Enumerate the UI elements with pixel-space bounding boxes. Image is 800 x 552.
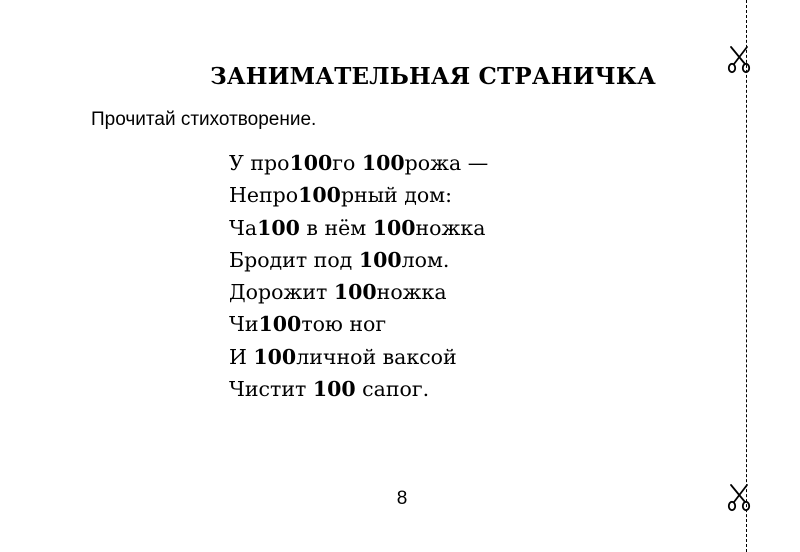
number-100-bold: 100 <box>253 344 297 369</box>
poem-text: Чистит <box>229 377 313 402</box>
number-100-bold: 100 <box>333 280 377 305</box>
poem-line <box>229 308 488 340</box>
number-100-bold: 100 <box>358 247 402 272</box>
poem-text: го <box>332 151 362 175</box>
poem-text: Чи <box>229 312 259 337</box>
poem-text: рожа — <box>404 151 489 175</box>
instruction-text: Прочитай стихотворение. <box>91 109 317 130</box>
poem-line <box>229 179 488 211</box>
poem-line <box>229 244 488 276</box>
number-100-bold: 100 <box>372 215 416 240</box>
poem-text: Ча <box>229 215 258 240</box>
poem-text: рный дом: <box>340 183 453 208</box>
number-100-bold: 100 <box>258 312 302 337</box>
number-100-bold: 100 <box>257 215 300 240</box>
poem-text: ножка <box>376 280 447 305</box>
poem-text: У про <box>229 151 290 175</box>
poem-line <box>229 212 488 244</box>
poem-text: сапог. <box>355 377 430 402</box>
poem-text: лом. <box>401 247 450 272</box>
poem-text: Бродит под <box>229 247 359 272</box>
poem-text: ножка <box>415 215 486 240</box>
poem-text: в нём <box>299 215 373 240</box>
poem <box>229 147 488 405</box>
dashed-cut-line <box>746 0 747 552</box>
poem-text: личной ваксой <box>296 344 457 369</box>
poem-line <box>229 373 488 405</box>
scissors-icon <box>727 44 751 74</box>
poem-text: Дорожит <box>229 280 334 305</box>
poem-line <box>229 276 488 308</box>
number-100-bold: 100 <box>361 151 405 175</box>
number-100-bold: 100 <box>289 151 333 175</box>
number-100-bold: 100 <box>312 377 356 402</box>
page-number: 8 <box>396 488 408 509</box>
page-title: ЗАНИМАТЕЛЬНАЯ СТРАНИЧКА <box>210 63 656 90</box>
poem-text: И <box>229 344 254 369</box>
poem-line <box>229 147 488 179</box>
scissors-icon <box>727 482 751 512</box>
poem-text: тою ног <box>301 312 387 337</box>
poem-text: Непро <box>229 183 299 208</box>
poem-line <box>229 341 488 373</box>
number-100-bold: 100 <box>298 183 341 208</box>
